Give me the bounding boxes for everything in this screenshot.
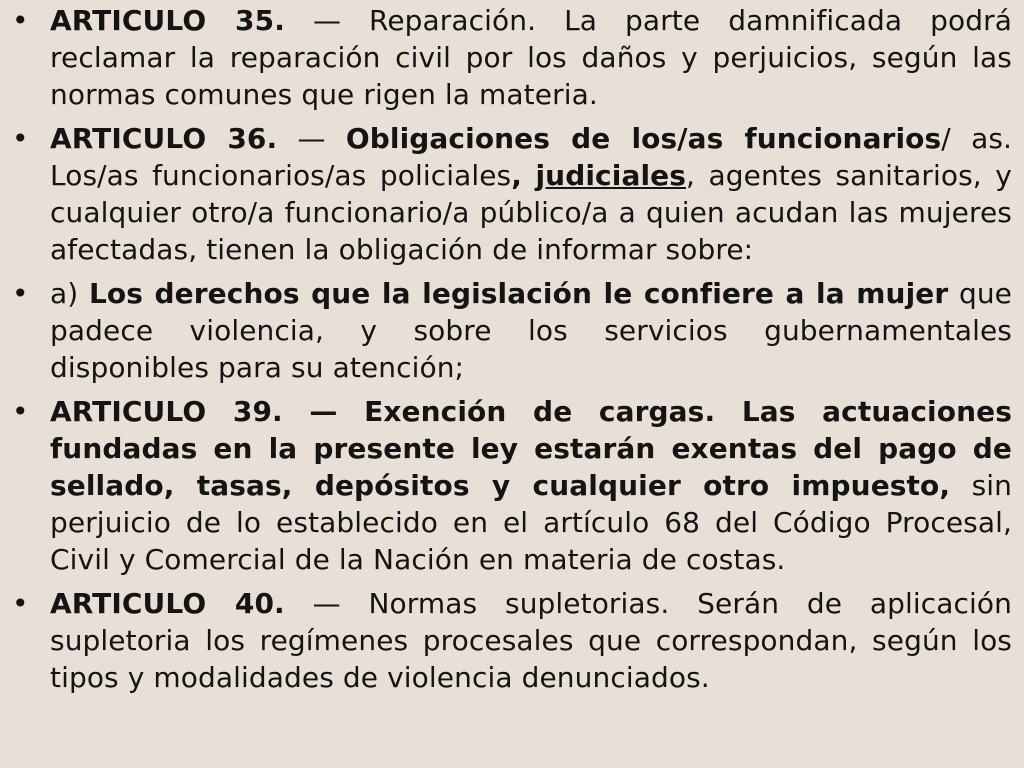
article-39-bold: ARTICULO 39. — Exención de cargas. Las actuaciones fundadas en la presente ley estarán exentas del pago de sellado, tasas, depósitos y cualquier otro impuesto,: [50, 395, 1012, 502]
article-36-comma: ,: [511, 159, 522, 192]
item-a-text: que padece violencia, y sobre los servicios gubernamentales disponibles para su atención;: [50, 277, 1012, 384]
item-a-rights: [12, 275, 1012, 386]
article-36-text-b: , agentes sanitarios, y cualquier otro/a funcionario/a público/a a quien acudan las mujeres afectadas, tienen la obligación de informar sobre:: [50, 159, 1012, 266]
article-39-item: [12, 393, 1012, 578]
bullet-icon: •: [12, 277, 29, 310]
article-36-heading: ARTICULO 36.: [50, 122, 278, 155]
bullet-icon: •: [12, 587, 29, 620]
bullet-icon: •: [12, 395, 29, 428]
bullet-icon: •: [12, 4, 29, 37]
article-36-underlined: judiciales: [535, 159, 686, 192]
article-40-item: [12, 585, 1012, 696]
article-36-space: [522, 159, 536, 192]
article-40-text: — Normas supletorias. Serán de aplicación supletoria los regímenes procesales que correspondan, según los tipos y modalidades de violencia denunciados.: [50, 587, 1012, 694]
article-36-text-a: / as. Los/as funcionarios/as policiales: [50, 122, 1013, 192]
article-36-title: Obligaciones de los/as funcionarios: [345, 122, 942, 155]
article-40-heading: ARTICULO 40.: [50, 587, 285, 620]
article-35-text: — Reparación. La parte damnificada podrá reclamar la reparación civil por los daños y perjuicios, según las normas comunes que rigen la materia.: [50, 4, 1012, 111]
item-a-bold: Los derechos que la legislación le confiere a la mujer: [88, 277, 949, 310]
article-36-dash: —: [277, 122, 346, 155]
article-35-item: [12, 2, 1012, 113]
bullet-icon: •: [12, 122, 29, 155]
article-36-item: [12, 120, 1012, 268]
item-a-prefix: a): [50, 277, 89, 310]
article-39-text: sin perjuicio de lo establecido en el artículo 68 del Código Procesal, Civil y Comercial de la Nación en materia de costas.: [50, 469, 1012, 576]
article-35-heading: ARTICULO 35.: [50, 4, 285, 37]
bullet-list: [12, 2, 1012, 703]
